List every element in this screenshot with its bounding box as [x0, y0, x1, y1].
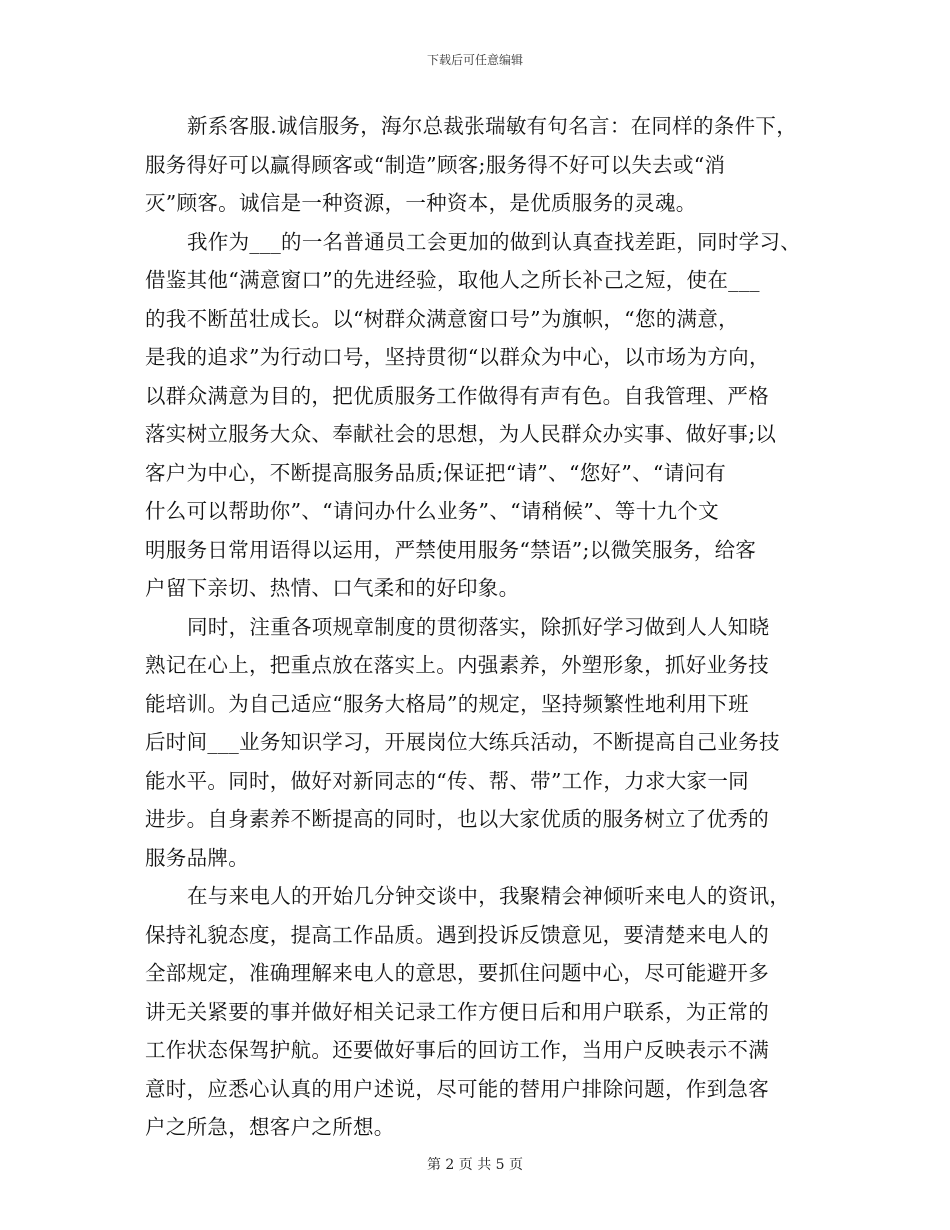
paragraph-line: 新系客服.诚信服务，海尔总裁张瑞敏有句名言：在同样的条件下， [187, 114, 798, 138]
paragraph-line: 能水平。同时，做好对新同志的“传、帮、带”工作，力求大家一同 [145, 768, 749, 793]
paragraph-line: 意时，应悉心认真的用户述说，尽可能的替用户排除问题，作到急客 [145, 1076, 769, 1101]
paragraph-line: 全部规定，准确理解来电人的意思，要抓住问题中心，尽可能避开多 [145, 961, 769, 985]
paragraph-line: 是我的追求”为行动口号，坚持贯彻“以群众为中心，以市场为方向， [145, 345, 770, 369]
paragraph-line: 什么可以帮助你”、“请问办什么业务”、“请稍候”、等十九个文 [145, 499, 719, 523]
paragraph-line: 服务得好可以赢得顾客或“制造”顾客;服务得不好可以失去或“消 [145, 152, 726, 177]
paragraph-line: 工作状态保驾护航。还要做好事后的回访工作，当用户反映表示不满 [145, 1038, 769, 1062]
paragraph-line: 在与来电人的开始几分钟交谈中，我聚精会神倾听来电人的资讯， [187, 884, 791, 908]
paragraph-line: 灭”顾客。诚信是一种资源，一种资本，是优质服务的灵魂。 [145, 191, 697, 215]
document-body [145, 107, 825, 1147]
paragraph-line: 明服务日常用语得以运用，严禁使用服务“禁语”;以微笑服务，给客 [145, 537, 757, 562]
paragraph-line: 服务品牌。 [145, 845, 249, 870]
paragraph-line: 以群众满意为目的，把优质服务工作做得有声有色。自我管理、严格 [145, 383, 769, 408]
paragraph-line: 能培训。为自己适应“服务大格局”的规定，坚持频繁性地利用下班 [145, 691, 749, 716]
paragraph-line: 同时，注重各项规章制度的贯彻落实，除抓好学习做到人人知晓 [187, 614, 770, 639]
paragraph-line: 户之所急，想客户之所想。 [145, 1115, 395, 1139]
page-number: 第 2 页 共 5 页 [426, 1157, 524, 1173]
paragraph-line: 的我不断茁壮成长。以“树群众满意窗口号”为旗帜，“您的满意， [145, 306, 739, 331]
paragraph-line: 熟记在心上，把重点放在落实上。内强素养，外塑形象，抓好业务技 [145, 653, 769, 677]
paragraph-line: 讲无关紧要的事并做好相关记录工作方便日后和用户联系，为正常的 [145, 999, 769, 1024]
paragraph-line: 进步。自身素养不断提高的同时，也以大家优质的服务树立了优秀的 [145, 807, 769, 831]
paragraph-line: 后时间___业务知识学习，开展岗位大练兵活动，不断提高自己业务技 [145, 730, 780, 754]
paragraph-line: 保持礼貌态度，提高工作品质。遇到投诉反馈意见，要清楚来电人的 [145, 922, 769, 947]
page-header-note: 下载后可任意编辑 [426, 53, 523, 67]
paragraph-line: 我作为___的一名普通员工会更加的做到认真查找差距，同时学习、 [187, 229, 802, 254]
paragraph-line: 落实树立服务大众、奉献社会的思想，为人民群众办实事、做好事;以 [145, 422, 777, 446]
paragraph-line: 借鉴其他“满意窗口”的先进经验，取他人之所长补己之短，使在___ [145, 268, 760, 292]
paragraph-line: 客户为中心，不断提高服务品质;保证把“请”、“您好”、“请问有 [145, 460, 727, 485]
paragraph-line: 户留下亲切、热情、口气柔和的好印象。 [145, 576, 520, 600]
